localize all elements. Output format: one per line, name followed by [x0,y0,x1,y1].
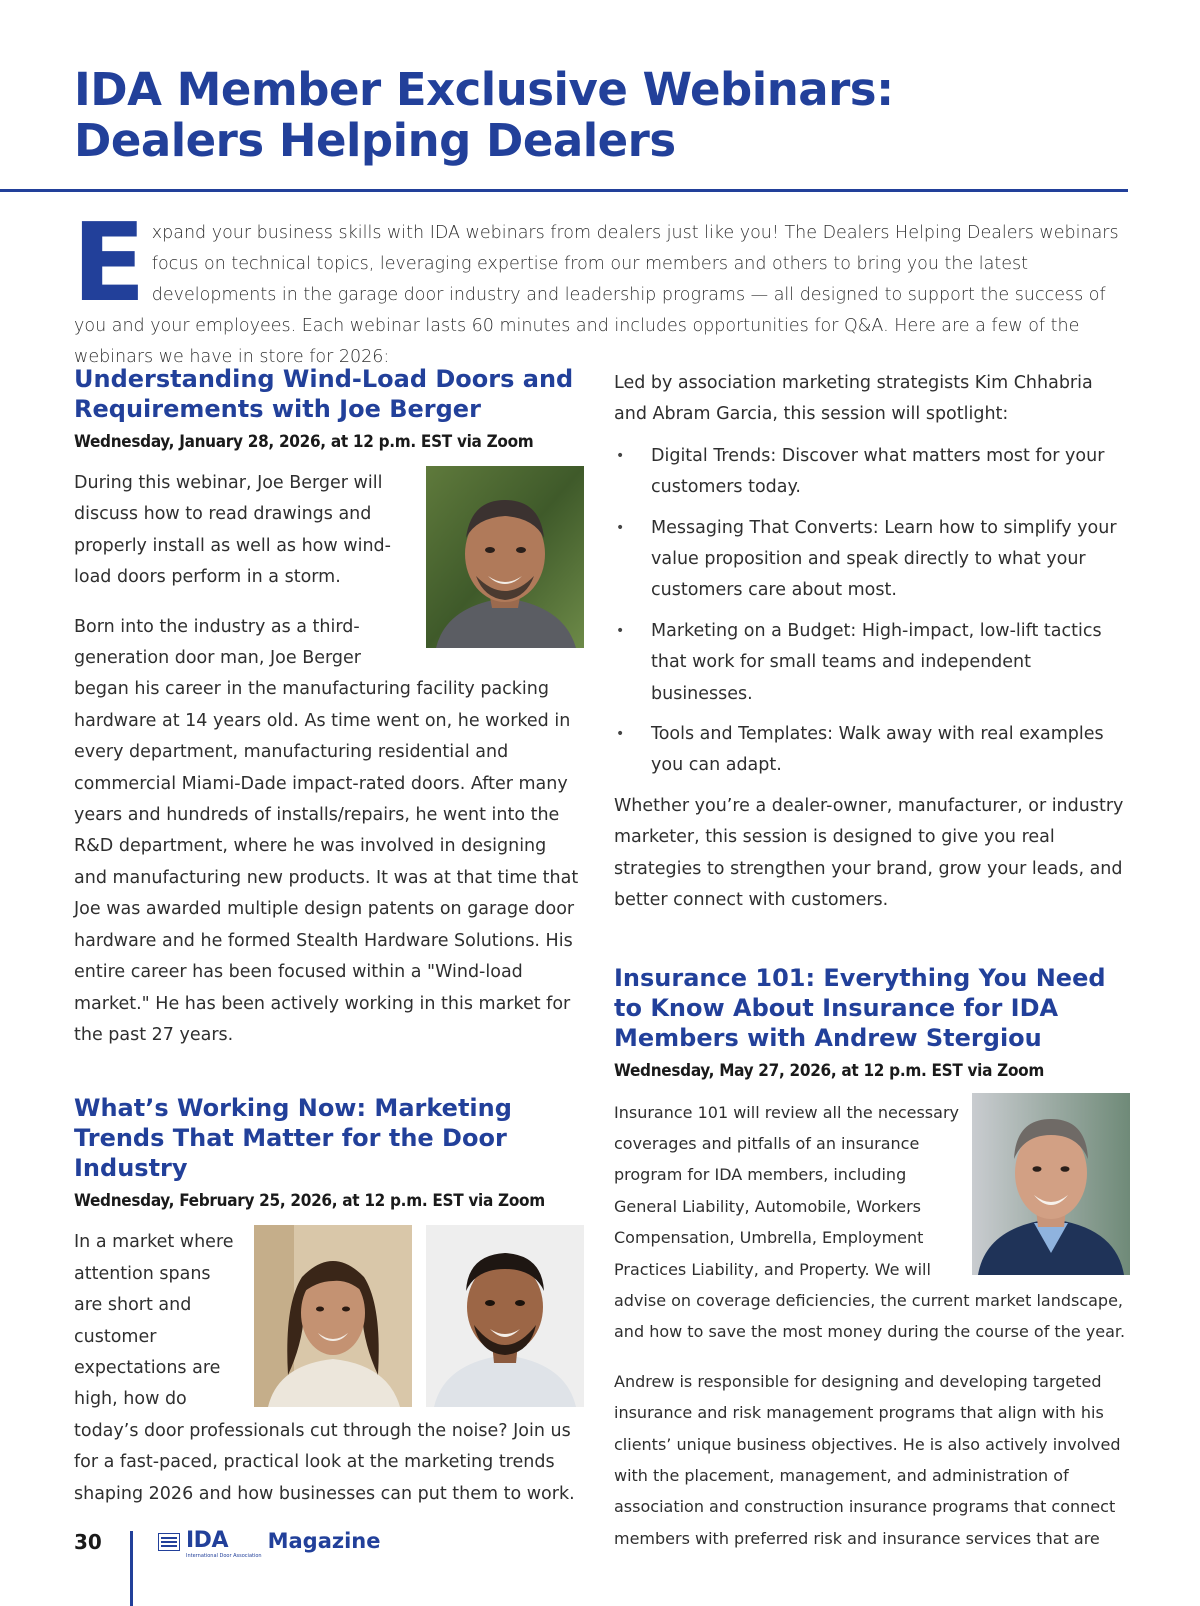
kim-chhabria-photo [254,1225,412,1407]
garage-door-icon [158,1533,180,1551]
left-column [74,364,584,1510]
page-footer [74,1525,474,1606]
page-title-line2: Dealers Helping Dealers [74,114,676,167]
list-item: • Messaging That Converts: Learn how to simplify your value proposition and speak directly to what your customers care about most. [614,513,1130,607]
abram-garcia-photo [426,1225,584,1407]
webinar-marketing-para1: In a market where attention spans are short and customer expectations are high, how do today’s door professionals cut through the noise? Join us for a fast-paced, practical look at the marketing trends shaping 2026 and how businesses can put them to work. [74,1232,575,1504]
webinar-insurance [614,963,1130,1555]
footer-divider [130,1531,133,1606]
logo-wordmark [186,1529,262,1559]
right-column [614,368,1130,1554]
webinar-insurance-para1: Insurance 101 will review all the necessary coverages and pitfalls of an insurance program for IDA members, including General Liability, Automobile, Workers Compensation, Umbrella, Employment Practices Liability, and Property. We will advise on coverage deficiencies, the current market landscape, and how to save the most money during the course of the year. [614,1102,1126,1342]
list-item: • Marketing on a Budget: High-impact, low-lift tactics that work for small teams and independent businesses. [614,616,1130,710]
webinar-wind-load-date: Wednesday, January 28, 2026, at 12 p.m. EST via Zoom [74,432,534,452]
page-title-line1: IDA Member Exclusive Webinars: [74,63,894,116]
intro-paragraph [72,201,1128,373]
webinar-marketing-title: What’s Working Now: Marketing Trends That Matter for the Door Industry [74,1094,512,1183]
webinar-wind-load-para2: Born into the industry as a third-generation door man, Joe Berger began his career in the manufacturing facility packing hardware at 14 years old. As time went on, he worked in every department, manufacturing residential and commercial Miami-Dade impact-rated doors. After many years and hundreds of installs/repairs, he went into the R&D department, where he was involved in designing and manufacturing new products. It was at that time that Joe was awarded multiple design patents on garage door hardware and he formed Stealth Hardware Solutions. His entire career has been focused within a "Wind-load market." He has been actively working in this market for the past 27 years. [74,616,579,1045]
title-divider [0,189,1128,192]
webinar-wind-load-title: Understanding Wind-Load Doors and Requirements with Joe Berger [74,365,574,423]
logo-ida-text: IDA [186,1528,228,1553]
webinar-wind-load [74,364,584,1051]
marketing-spotlight-list [614,441,1130,782]
ida-magazine-logo [158,1529,380,1559]
logo-magazine-text: Magazine [267,1529,381,1553]
webinar-insurance-date: Wednesday, May 27, 2026, at 12 p.m. EST via Zoom [614,1060,1045,1081]
webinar-marketing-date: Wednesday, February 25, 2026, at 12 p.m. EST via Zoom [74,1191,545,1212]
webinar-marketing [74,1093,584,1510]
page-title [74,64,1134,166]
list-item: • Tools and Templates: Walk away with real examples you can adapt. [614,719,1130,782]
joe-berger-photo [426,466,584,648]
andrew-stergiou-photo [972,1093,1130,1275]
marketing-speakers-photos [254,1225,584,1407]
intro-text: xpand your business skills with IDA webinars from dealers just like you! The Dealers Helping Dealers webinars focus on technical topics, leveraging expertise from our members and others to bring you the latest developments in the garage door industry and leadership programs — all designed to support the success of you and your employees. Each webinar lasts 60 minutes and includes opportunities for Q&A. Here are a few of the webinars we have in store for 2026: [74,223,1119,367]
webinar-marketing-para3: Whether you’re a dealer-owner, manufacturer, or industry marketer, this session is designed to give you real strategies to strengthen your brand, grow your leads, and better connect with customers. [614,795,1124,911]
webinar-insurance-para2: Andrew is responsible for designing and developing targeted insurance and risk management programs that align with his clients’ unique business objectives. He is also actively involved with the placement, management, and administration of association and construction insurance programs that connect members with preferred risk and insurance services that are [614,1371,1121,1548]
webinar-marketing-para2: Led by association marketing strategists Kim Chhabria and Abram Garcia, this session will spotlight: [614,373,1093,425]
intro-dropcap: E [72,201,146,326]
list-item: • Digital Trends: Discover what matters most for your customers today. [614,441,1130,504]
webinar-insurance-body [614,1097,1130,1555]
logo-subtitle: International Door Association [186,1553,262,1559]
page-number: 30 [74,1530,102,1554]
webinar-wind-load-para1: During this webinar, Joe Berger will discuss how to read drawings and properly install as well as how wind-load doors perform in a storm. [74,473,391,588]
webinar-insurance-title: Insurance 101: Everything You Need to Know About Insurance for IDA Members with Andrew Stergiou [614,963,1106,1052]
